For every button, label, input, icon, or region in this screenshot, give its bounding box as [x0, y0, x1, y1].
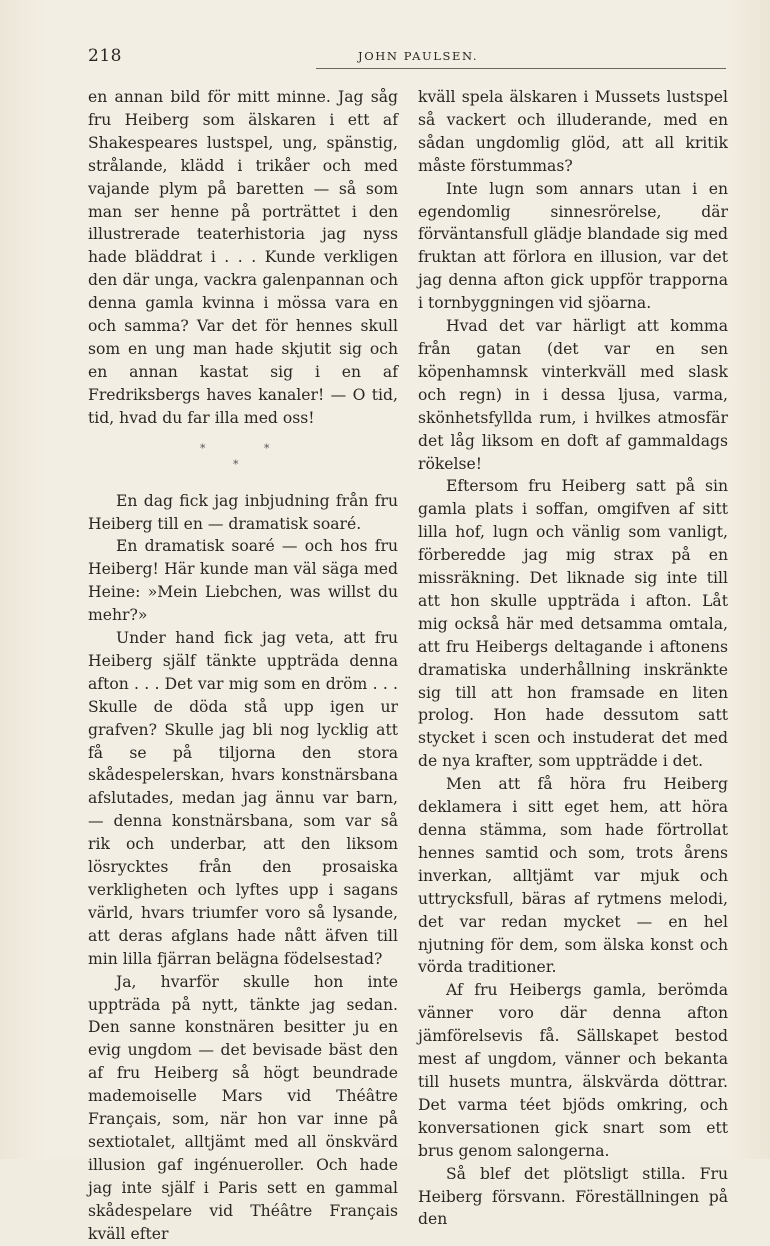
asterisk: * — [264, 441, 270, 455]
paragraph: Så blef det plötsligt stilla. Fru Heiberg försvann. Föreställningen på den — [418, 1164, 728, 1229]
page-number: 218 — [88, 46, 122, 66]
paragraph: Men att få höra fru Heiberg deklamera i sitt eget hem, att höra denna stämma, som hade förtrollat hennes samtid och som, trots årens inverkan, alltjämt var mjuk och uttrycksfull, bäras af rytmens melodi, det var redan mycket — en hel njutning för dem, som älska konst och vörda traditioner. — [418, 775, 728, 977]
header-rule — [316, 68, 726, 69]
asterisk: * — [233, 457, 239, 471]
paragraph: Hvad det var härligt att komma från gatan (det var en sen köpenhamnsk vinterkväll med slask och regn) in i dessa ljusa, varma, skönhetsfyllda rum, i hvilkes atmosfär det låg liksom en doft af gammaldags rökelse! — [418, 317, 728, 473]
paragraph: kväll spela älskaren i Mussets lustspel så vackert och illuderande, med en sådan ungdomlig glöd, att all kritik måste förstummas? — [418, 88, 728, 175]
paragraph: Ja, hvarför skulle hon inte uppträda på nytt, tänkte jag sedan. Den sanne konstnären besitter ju en evig ungdom — det bevisade bäst den af fru Heiberg så högt beundrade mademoiselle Mars vid Théâtre Français, som, när hon var inne på sextiotalet, alltjämt med all önskvärd illusion gaf ingénueroller. Och hade jag inte själf i Paris sett en gammal skådespelare vid Théâtre Français kväll efter — [88, 972, 398, 1243]
running-head: JOHN PAULSEN. — [358, 49, 479, 63]
paragraph: En dag fick jag inbjudning från fru Heiberg till en — dramatisk soaré. — [88, 491, 398, 533]
paragraph: Eftersom fru Heiberg satt på sin gamla plats i soffan, omgifven af sitt lilla hof, lugn och vänlig som vanligt, förberedde jag mig strax på en missräkning. Det liknade sig inte till att hon skulle uppträda i afton. Låt mig också här med detsamma omtala, att fru Heibergs deltagande i aftonens dramatiska underhållning inskränkte sig till att hon framsade en liten prolog. Hon hade dessutom satt stycket i scen och instuderat det med de nya krafter, som uppträdde i det. — [418, 477, 728, 771]
section-separator — [88, 434, 398, 480]
paragraph: Af fru Heibergs gamla, berömda vänner voro där denna afton jämförelsevis få. Sällskapet bestod mest af ungdom, vänner och bekanta till husets muntra, älskvärda döttrar. Det varma téet bjöds omkring, och konversationen gick snart som ett brus genom salongerna. — [418, 981, 728, 1160]
asterisk: * — [200, 441, 206, 455]
left-column — [88, 86, 398, 1246]
paragraph: en annan bild för mitt minne. Jag såg fru Heiberg som älskaren i ett af Shakespeares lustspel, ung, spänstig, strålande, klädd i trikåer och med vajande plym på baretten — så som man ser henne på porträttet i den illustrerade teaterhistoria jag nyss hade bläddrat i . . . Kunde verkligen den där unga, vackra galenpannan och denna gamla kvinna i mössa vara en och samma? Var det för hennes skull som en ung man hade skjutit sig och en annan kastat sig i en af Fredriksbergs haves kanaler! — O tid, tid, hvad du far illa med oss! — [88, 88, 398, 427]
right-column — [418, 86, 728, 1231]
page-header — [88, 44, 728, 70]
paragraph: Under hand fick jag veta, att fru Heiberg själf tänkte uppträda denna afton . . . Det var mig som en dröm . . . Skulle de döda stå upp igen ur grafven? Skulle jag bli nog lycklig att få se på tiljorna den stora skådespelerskan, hvars konstnärsbana afslutades, medan jag ännu var barn, — denna konstnärsbana, som var så rik och underbar, att den liksom lösrycktes från den prosaiska verkligheten och lyftes upp i sagans värld, hvars triumfer voro så lysande, att deras afglans hade nått äfven till min lilla fjärran belägna födelsestad? — [88, 629, 398, 968]
paragraph: En dramatisk soaré — och hos fru Heiberg! Här kunde man väl säga med Heine: »Mein Liebchen, was willst du mehr?» — [88, 537, 398, 625]
paragraph: Inte lugn som annars utan i en egendomlig sinnesrörelse, där förväntansfull glädje blandade sig med fruktan att förlora en illusion, var det jag denna afton gick uppför trapporna i tornbyggningen vid sjöarna. — [418, 179, 728, 313]
